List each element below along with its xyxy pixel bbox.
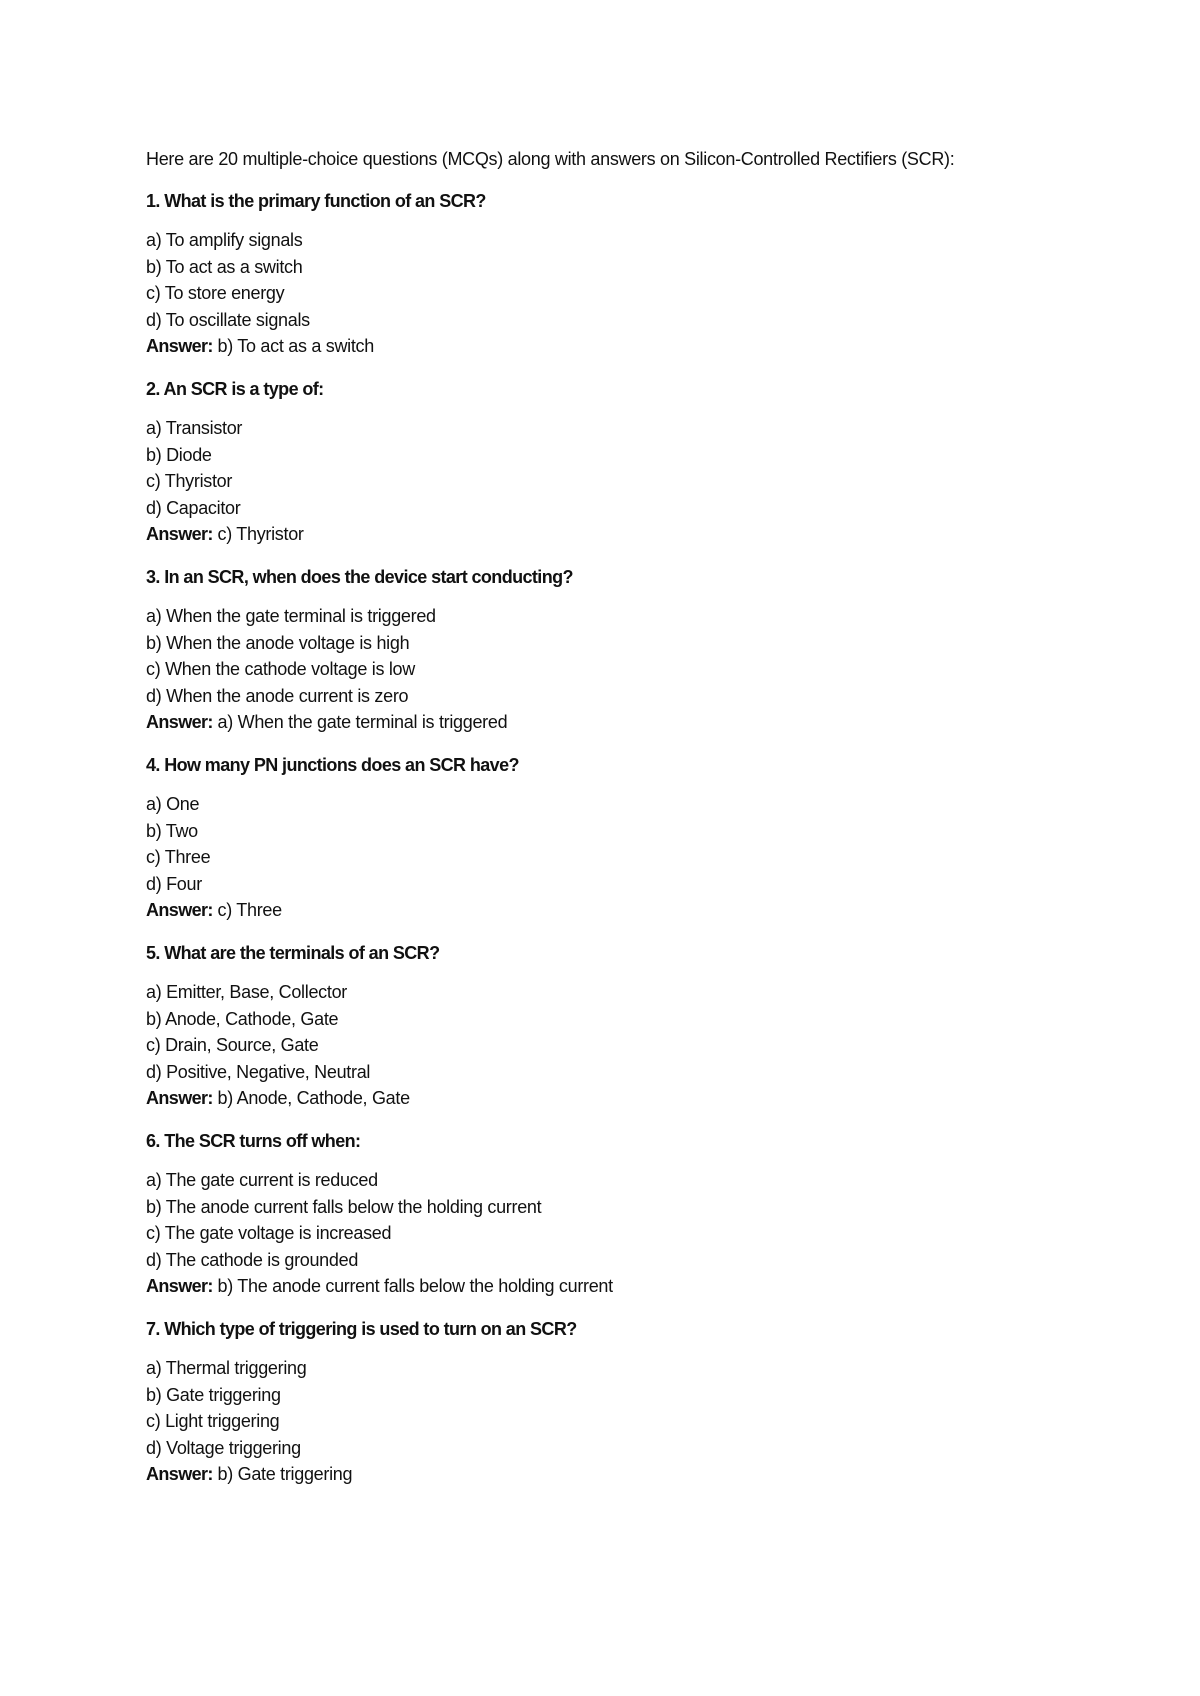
option-d: d) Four	[146, 873, 202, 894]
option-a: a) To amplify signals	[146, 230, 303, 250]
question-block-2	[146, 376, 1146, 548]
option-a: a) Thermal triggering	[146, 1358, 307, 1378]
option-c: c) Drain, Source, Gate	[146, 1035, 319, 1055]
document-page	[146, 146, 1146, 1504]
option-a: a) One	[146, 794, 200, 814]
option-a: a) The gate current is reduced	[146, 1170, 378, 1190]
option-a: a) Emitter, Base, Collector	[146, 982, 347, 1002]
option-b: b) Diode	[146, 444, 212, 465]
question-title: 4. How many PN junctions does an SCR have?	[146, 754, 519, 775]
answer-text: b) Anode, Cathode, Gate	[217, 1088, 410, 1108]
question-block-6	[146, 1128, 1146, 1300]
option-c: c) To store energy	[146, 283, 285, 303]
option-d: d) Capacitor	[146, 497, 241, 518]
question-title: 3. In an SCR, when does the device start conducting?	[146, 566, 573, 587]
answer-text: a) When the gate terminal is triggered	[217, 712, 508, 732]
answer-text: b) To act as a switch	[217, 336, 374, 356]
answer-text: c) Three	[217, 900, 282, 920]
option-a: a) Transistor	[146, 418, 243, 438]
question-title: 2. An SCR is a type of:	[146, 378, 324, 399]
answer-label: Answer:	[146, 1276, 213, 1296]
option-c: c) Three	[146, 847, 211, 867]
answer-text: b) Gate triggering	[217, 1464, 353, 1484]
answer-line	[146, 333, 1146, 360]
question-title: 6. The SCR turns off when:	[146, 1130, 361, 1151]
intro-paragraph: Here are 20 multiple-choice questions (MCQs) along with answers on Silicon-Controlled Rectifiers (SCR):	[146, 149, 955, 169]
option-b: b) Anode, Cathode, Gate	[146, 1008, 339, 1029]
answer-line	[146, 1461, 1146, 1488]
answer-label: Answer:	[146, 336, 213, 356]
option-c: c) When the cathode voltage is low	[146, 659, 415, 679]
question-title: 7. Which type of triggering is used to turn on an SCR?	[146, 1318, 577, 1339]
answer-label: Answer:	[146, 524, 213, 544]
option-b: b) To act as a switch	[146, 256, 303, 277]
answer-line	[146, 709, 1146, 736]
question-title: 1. What is the primary function of an SCR?	[146, 190, 486, 211]
option-c: c) Thyristor	[146, 471, 233, 491]
question-block-4	[146, 752, 1146, 924]
answer-text: c) Thyristor	[217, 524, 304, 544]
answer-line	[146, 897, 1146, 924]
option-b: b) Two	[146, 820, 198, 841]
question-title: 5. What are the terminals of an SCR?	[146, 942, 440, 963]
answer-line	[146, 521, 1146, 548]
answer-label: Answer:	[146, 1088, 213, 1108]
answer-text: b) The anode current falls below the holding current	[217, 1276, 613, 1296]
option-c: c) The gate voltage is increased	[146, 1223, 392, 1243]
answer-label: Answer:	[146, 1464, 213, 1484]
question-block-5	[146, 940, 1146, 1112]
answer-label: Answer:	[146, 900, 213, 920]
option-d: d) Positive, Negative, Neutral	[146, 1061, 371, 1082]
option-d: d) When the anode current is zero	[146, 685, 409, 706]
option-d: d) Voltage triggering	[146, 1437, 301, 1458]
option-c: c) Light triggering	[146, 1411, 280, 1431]
option-b: b) Gate triggering	[146, 1384, 281, 1405]
question-block-3	[146, 564, 1146, 736]
answer-label: Answer:	[146, 712, 213, 732]
option-b: b) The anode current falls below the holding current	[146, 1196, 542, 1217]
question-block-7	[146, 1316, 1146, 1488]
option-b: b) When the anode voltage is high	[146, 632, 410, 653]
answer-line	[146, 1273, 1146, 1300]
question-block-1	[146, 188, 1146, 360]
option-d: d) The cathode is grounded	[146, 1249, 359, 1270]
option-a: a) When the gate terminal is triggered	[146, 606, 436, 626]
option-d: d) To oscillate signals	[146, 309, 310, 330]
answer-line	[146, 1085, 1146, 1112]
